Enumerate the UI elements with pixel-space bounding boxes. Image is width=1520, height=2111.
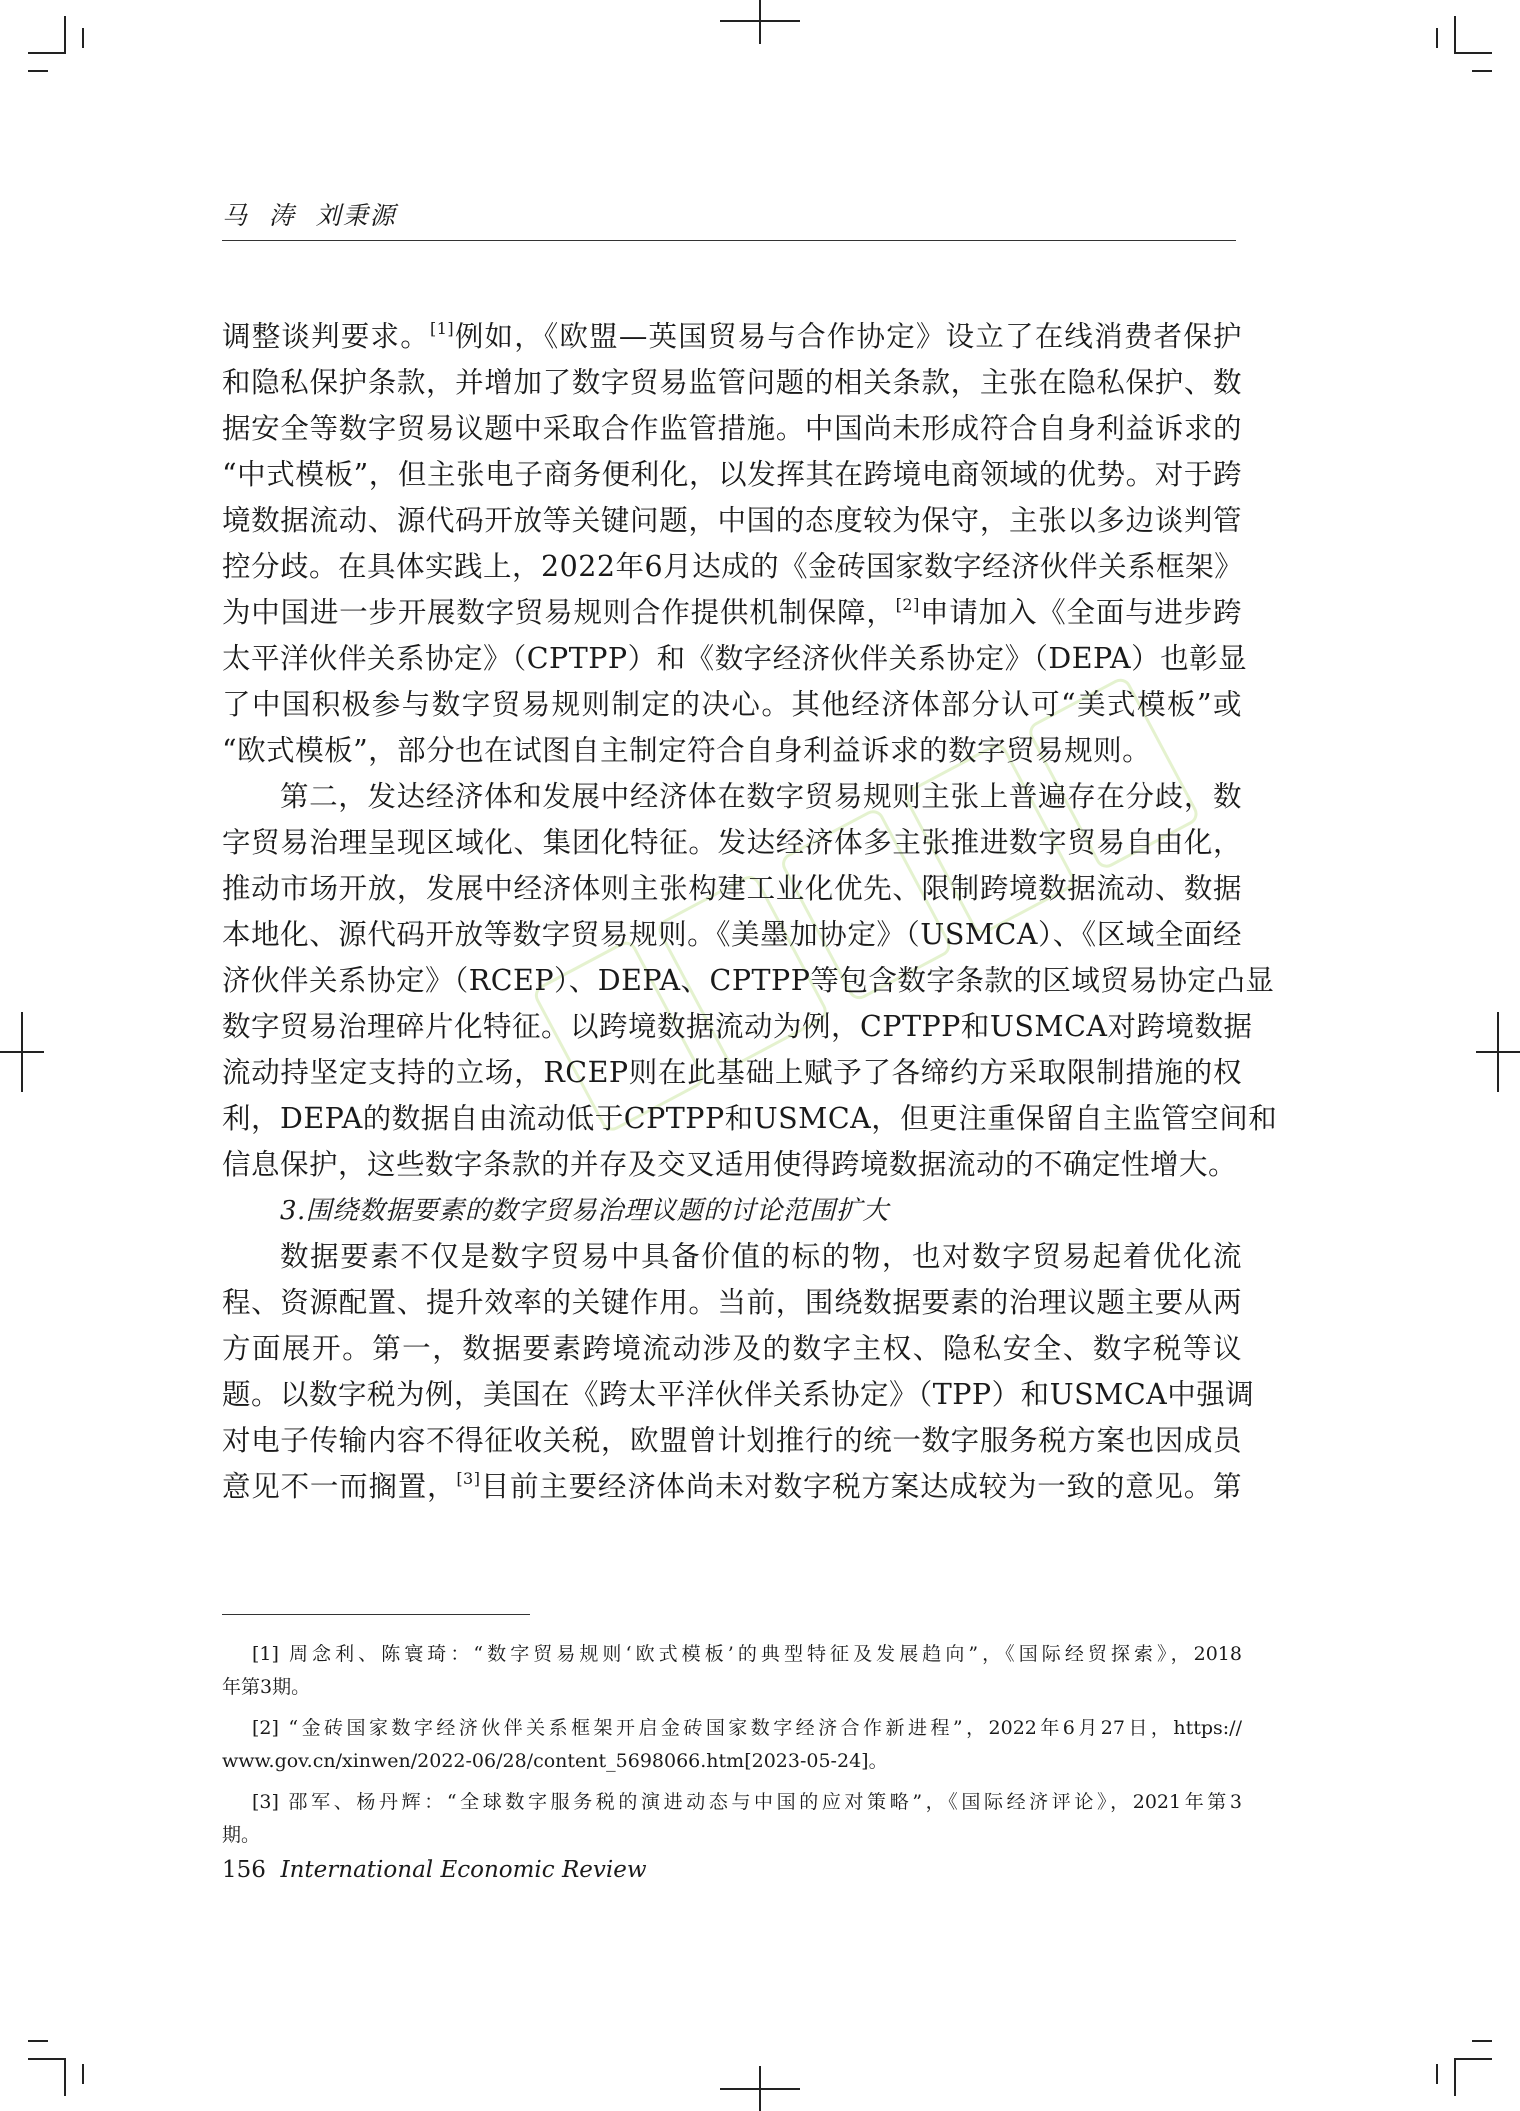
body-line xyxy=(222,636,1248,682)
footnote-rule xyxy=(222,1614,530,1615)
page-footer xyxy=(222,1857,647,1883)
line-text: 流动持坚定支持的立场，RCEP则在此基础上赋予了各缔约方采取限制措施的权 xyxy=(222,1056,1242,1089)
body-line xyxy=(222,590,1242,636)
footnote-ref[interactable]: [1] xyxy=(429,319,455,338)
body-line xyxy=(222,498,1242,544)
body-line xyxy=(222,314,1242,360)
footnote-ref[interactable]: [2] xyxy=(895,595,920,614)
footnote-line: [1] 周念利、陈寰琦：“数字贸易规则‘欧式模板’的典型特征及发展趋向”，《国际经贸探索》，2018 xyxy=(252,1643,1242,1665)
line-text: 境数据流动、源代码开放等关键问题，中国的态度较为保守，主张以多边谈判管 xyxy=(222,504,1242,537)
body-line xyxy=(222,820,1242,866)
body-line xyxy=(222,452,1242,498)
body-line xyxy=(222,1372,1255,1418)
footnote-line: [2] “金砖国家数字经济伙伴关系框架开启金砖国家数字经济合作新进程”，2022年6月27日，https:// xyxy=(252,1717,1242,1739)
line-text: 申请加入《全面与进步跨 xyxy=(919,596,1242,629)
body-line xyxy=(222,1464,1242,1510)
line-text: 本地化、源代码开放等数字贸易规则。《美墨加协定》（USMCA）、《区域全面经 xyxy=(222,918,1242,951)
body-line xyxy=(222,866,1242,912)
line-text: 数字贸易治理碎片化特征。以跨境数据流动为例，CPTPP和USMCA对跨境数据 xyxy=(222,1010,1253,1043)
line-text: 字贸易治理呈现区域化、集团化特征。发达经济体多主张推进数字贸易自由化， xyxy=(222,826,1242,859)
body-line xyxy=(222,728,1242,774)
line-text: 据安全等数字贸易议题中采取合作监管措施。中国尚未形成符合自身利益诉求的 xyxy=(222,412,1242,445)
running-header-authors: 马 涛 刘秉源 xyxy=(222,201,397,230)
line-text: 第二，发达经济体和发展中经济体在数字贸易规则主张上普遍存在分歧，数 xyxy=(280,780,1242,813)
body-line xyxy=(222,1142,1242,1188)
body-line xyxy=(222,1050,1242,1096)
body-text xyxy=(222,314,1278,1510)
line-text: 例如，《欧盟—英国贸易与合作协定》设立了在线消费者保护 xyxy=(454,320,1242,353)
section-subheading xyxy=(222,1188,1242,1234)
line-text: 3.围绕数据要素的数字贸易治理议题的讨论范围扩大 xyxy=(280,1196,889,1226)
line-text: “中式模板”，但主张电子商务便利化，以发挥其在跨境电商领域的优势。对于跨 xyxy=(222,458,1242,491)
body-line xyxy=(222,406,1242,452)
body-line xyxy=(222,1096,1278,1142)
line-text: 方面展开。第一，数据要素跨境流动涉及的数字主权、隐私安全、数字税等议 xyxy=(222,1332,1242,1365)
body-line xyxy=(222,958,1275,1004)
line-text: 和隐私保护条款，并增加了数字贸易监管问题的相关条款，主张在隐私保护、数 xyxy=(222,366,1242,399)
body-line xyxy=(222,1326,1242,1372)
line-text: 推动市场开放，发展中经济体则主张构建工业化优先、限制跨境数据流动、数据 xyxy=(222,872,1242,905)
line-text: 利，DEPA的数据自由流动低于CPTPP和USMCA，但更注重保留自主监管空间和 xyxy=(222,1102,1278,1135)
line-text: 济伙伴关系协定》（RCEP）、DEPA、CPTPP等包含数字条款的区域贸易协定凸显 xyxy=(222,964,1275,997)
footnote-line: 年第3期。 xyxy=(222,1676,311,1698)
line-text: 目前主要经济体尚未对数字税方案达成较为一致的意见。第 xyxy=(480,1470,1242,1503)
header-rule xyxy=(222,240,1236,241)
footnotes xyxy=(222,1638,1242,1852)
footnote-ref[interactable]: [3] xyxy=(456,1469,481,1488)
footnote-line: [3] 邵军、杨丹辉：“全球数字服务税的演进动态与中国的应对策略”，《国际经济评论》，2021年第3 xyxy=(252,1791,1242,1813)
body-line xyxy=(222,1004,1253,1050)
body-line xyxy=(222,360,1242,406)
line-text: 了中国积极参与数字贸易规则制定的决心。其他经济体部分认可“美式模板”或 xyxy=(222,688,1242,721)
page-number: 156 xyxy=(222,1857,266,1883)
body-line xyxy=(222,1280,1242,1326)
body-line xyxy=(222,1418,1242,1464)
line-text: 意见不一而搁置， xyxy=(222,1470,457,1503)
journal-name: International Economic Review xyxy=(280,1857,647,1883)
line-text: 为中国进一步开展数字贸易规则合作提供机制保障， xyxy=(222,596,896,629)
line-text: 程、资源配置、提升效率的关键作用。当前，围绕数据要素的治理议题主要从两 xyxy=(222,1286,1242,1319)
body-line xyxy=(222,682,1242,728)
footnote-line: www.gov.cn/xinwen/2022-06/28/content_5698066.htm[2023-05-24]。 xyxy=(222,1750,888,1772)
body-line xyxy=(222,1234,1242,1280)
body-line xyxy=(222,912,1242,958)
line-text: 控分歧。在具体实践上，2022年6月达成的《金砖国家数字经济伙伴关系框架》 xyxy=(222,550,1244,583)
line-text: “欧式模板”，部分也在试图自主制定符合自身利益诉求的数字贸易规则。 xyxy=(222,734,1152,767)
line-text: 题。以数字税为例，美国在《跨太平洋伙伴关系协定》（TPP）和USMCA中强调 xyxy=(222,1378,1255,1411)
footnote-line: 期。 xyxy=(222,1824,261,1846)
body-line xyxy=(222,544,1242,590)
line-text: 调整谈判要求。 xyxy=(222,320,430,353)
line-text: 太平洋伙伴关系协定》（CPTPP）和《数字经济伙伴关系协定》（DEPA）也彰显 xyxy=(222,642,1248,675)
body-line xyxy=(222,774,1242,820)
line-text: 对电子传输内容不得征收关税，欧盟曾计划推行的统一数字服务税方案也因成员 xyxy=(222,1424,1242,1457)
line-text: 信息保护，这些数字条款的并存及交叉适用使得跨境数据流动的不确定性增大。 xyxy=(222,1148,1238,1181)
line-text: 数据要素不仅是数字贸易中具备价值的标的物，也对数字贸易起着优化流 xyxy=(280,1240,1242,1273)
